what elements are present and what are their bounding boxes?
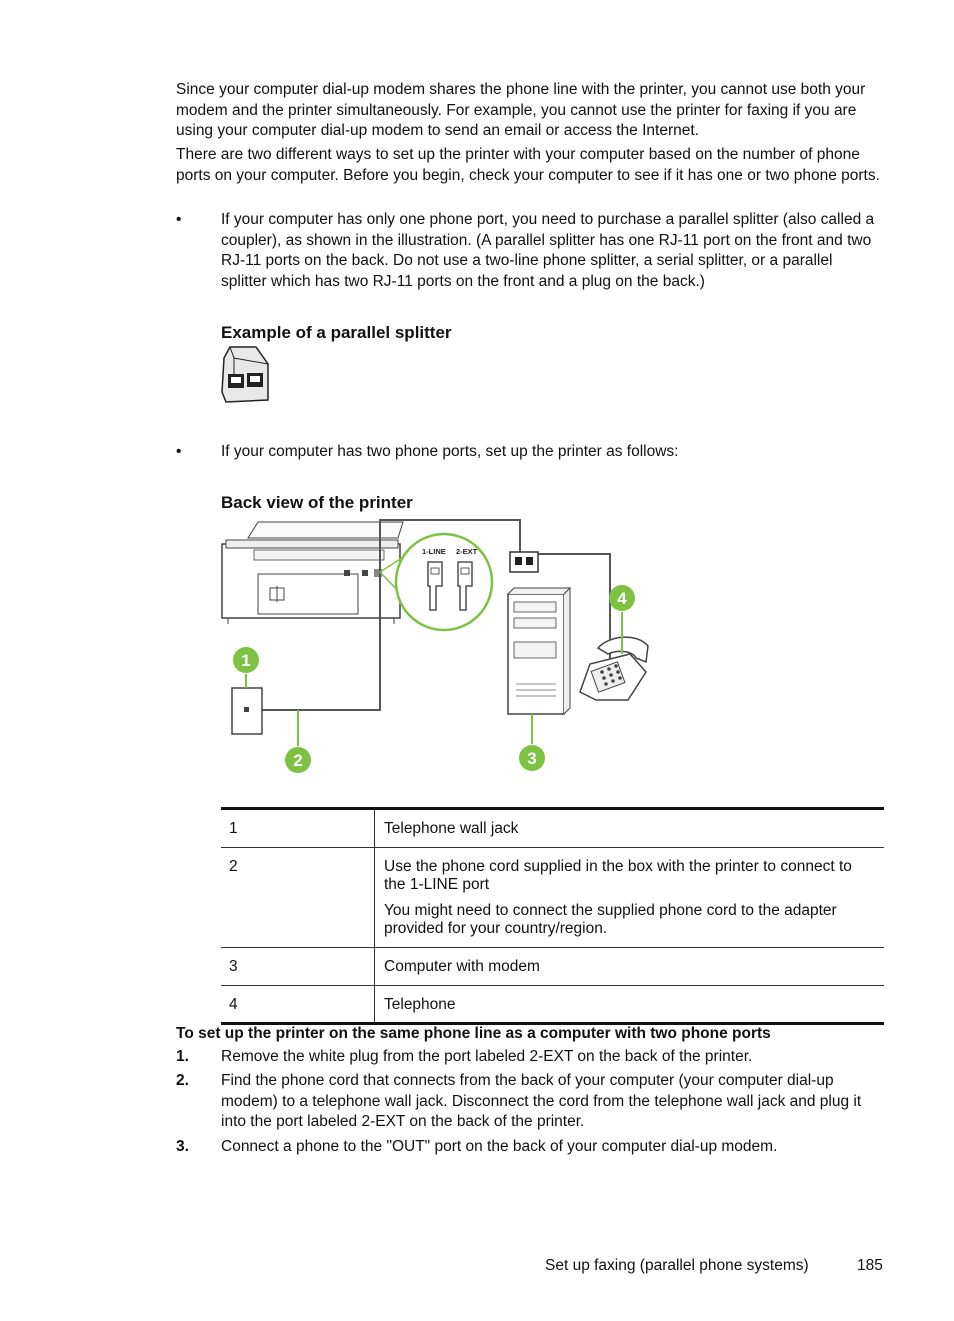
legend-number: 4 xyxy=(221,985,375,1024)
telephone-illustration xyxy=(580,637,648,700)
legend-description xyxy=(375,847,885,947)
port-label-2-ext: 2-EXT xyxy=(456,547,478,556)
step-text: Connect a phone to the "OUT" port on the back of your computer dial-up modem. xyxy=(221,1138,778,1155)
legend-row xyxy=(221,985,884,1024)
bullet-symbol: • xyxy=(176,443,182,460)
callout-3-label: 3 xyxy=(527,749,537,768)
parallel-splitter-illustration xyxy=(218,344,274,406)
step-number: 2. xyxy=(176,1072,189,1089)
intro-paragraph-2: There are two different ways to set up the printer with your computer based on the number of phone ports on your computer. Before you begin, check your computer to see if it has one or two phone ports. xyxy=(176,146,880,184)
legend-number: 3 xyxy=(221,947,375,985)
legend-description-text: Telephone xyxy=(384,995,456,1013)
bullet-two-ports: If your computer has two phone ports, set up the printer as follows: xyxy=(221,443,679,460)
callout-1-label: 1 xyxy=(241,651,251,670)
bullet-symbol: • xyxy=(176,211,182,228)
legend-number: 2 xyxy=(221,847,375,947)
footer-section-title: Set up faxing (parallel phone systems) xyxy=(545,1257,809,1274)
procedure-title: To set up the printer on the same phone line as a computer with two phone ports xyxy=(176,1025,771,1042)
legend-description xyxy=(375,985,885,1024)
bullet-one-port: If your computer has only one phone port, you need to purchase a parallel splitter (also called a coupler), as shown in the illustration. (A parallel splitter has one RJ-11 port on the front and two RJ-11 ports on the back. Do not use a two-line phone splitter, a serial splitter, or a parallel splitter which has two RJ-11 ports on the front and a plug on the back.) xyxy=(221,211,875,290)
legend-description-note: You might need to connect the supplied phone cord to the adapter provided for your country/region. xyxy=(384,901,837,938)
legend-row xyxy=(221,847,884,947)
legend-number: 1 xyxy=(221,809,375,848)
printer-illustration xyxy=(222,522,403,624)
callout-2-label: 2 xyxy=(293,751,303,770)
modem-jack-box xyxy=(510,552,538,572)
computer-illustration xyxy=(508,588,570,714)
legend-description-text: Computer with modem xyxy=(384,957,540,975)
splitter-heading: Example of a parallel splitter xyxy=(221,323,452,342)
legend-description-text: Use the phone cord supplied in the box with the printer to connect to the 1-LINE port xyxy=(384,857,852,894)
legend-row xyxy=(221,809,884,848)
printer-figure-heading: Back view of the printer xyxy=(221,493,413,512)
legend-description xyxy=(375,947,885,985)
legend-row xyxy=(221,947,884,985)
printer-connection-diagram xyxy=(218,514,654,776)
page-number: 185 xyxy=(857,1257,883,1274)
legend-table xyxy=(221,807,884,1025)
step-text: Find the phone cord that connects from the back of your computer (your computer dial-up modem) to a telephone wall jack. Disconnect the cord from the telephone wall jack and plug it into the port labeled 2-EXT on the back of the printer. xyxy=(221,1072,862,1131)
intro-paragraph-1: Since your computer dial-up modem shares the phone line with the printer, you cannot use both your modem and the printer simultaneously. For example, you cannot use the printer for faxing if you are using your computer dial-up modem to send an email or access the Internet. xyxy=(176,81,866,140)
step-text: Remove the white plug from the port labeled 2-EXT on the back of the printer. xyxy=(221,1048,753,1065)
step-number: 3. xyxy=(176,1138,189,1155)
step-number: 1. xyxy=(176,1048,189,1065)
port-label-1-line: 1-LINE xyxy=(422,547,446,556)
callout-4-label: 4 xyxy=(617,589,627,608)
legend-description-text: Telephone wall jack xyxy=(384,820,519,837)
legend-description xyxy=(375,809,885,848)
